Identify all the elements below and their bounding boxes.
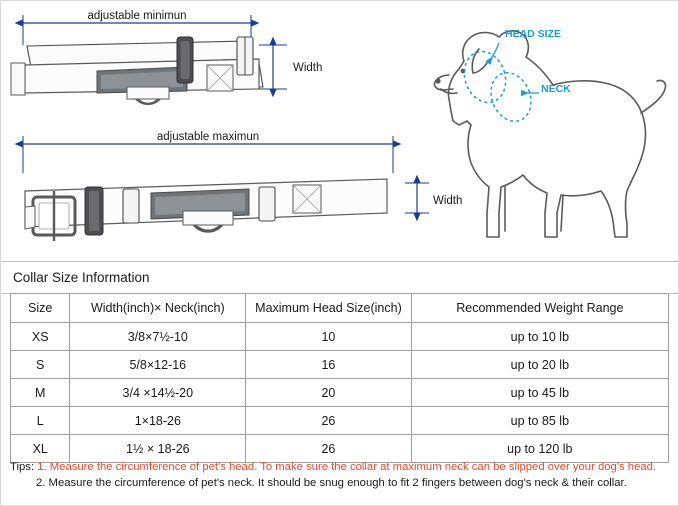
- cell-width-neck: 1½ × 18-26: [70, 435, 246, 463]
- head-size-loop: [458, 46, 512, 108]
- cell-width-neck: 3/4 ×14½-20: [70, 379, 246, 407]
- header-size: Size: [11, 294, 70, 323]
- cell-size: L: [11, 407, 70, 435]
- cell-size: S: [11, 351, 70, 379]
- cell-size: XL: [11, 435, 70, 463]
- cell-weight: up to 10 lb: [411, 323, 668, 351]
- cell-size: XS: [11, 323, 70, 351]
- adjustable-minimum-label: adjustable minimun: [87, 10, 187, 22]
- cell-weight: up to 45 lb: [411, 379, 668, 407]
- width-label-bottom: Width: [433, 195, 463, 207]
- width-dimension-bottom: [405, 183, 429, 213]
- tips-line-1: 1. Measure the circumference of pet's head. To make sure the collar at maximum neck can be slipped over your dog's head.: [37, 461, 657, 473]
- cell-width-neck: 1×18-26: [70, 407, 246, 435]
- collar-size-table-area: [1, 261, 678, 505]
- collar-illustration: [1, 1, 678, 261]
- size-table: [10, 293, 669, 463]
- table-row: [11, 407, 669, 435]
- head-size-label: HEAD SIZE: [505, 28, 562, 40]
- tips-block: [10, 459, 672, 491]
- cell-size: M: [11, 379, 70, 407]
- cell-max-head: 10: [246, 323, 412, 351]
- cell-max-head: 26: [246, 407, 412, 435]
- cell-weight: up to 120 lb: [411, 435, 668, 463]
- width-label-top: Width: [293, 62, 323, 74]
- cell-weight: up to 85 lb: [411, 407, 668, 435]
- header-width-neck: Width(inch)× Neck(inch): [70, 294, 246, 323]
- neck-loop: [484, 67, 538, 128]
- neck-label: NECK: [541, 83, 571, 95]
- adjustable-maximum-label: adjustable maximun: [156, 131, 260, 143]
- dog-illustration: [434, 31, 665, 237]
- table-header-row: [11, 294, 669, 323]
- table-row: [11, 379, 669, 407]
- cell-max-head: 20: [246, 379, 412, 407]
- tips-label: Tips:: [10, 461, 35, 473]
- cell-weight: up to 20 lb: [411, 351, 668, 379]
- table-title: [1, 262, 678, 293]
- table-row: [11, 351, 669, 379]
- table-title-text: Collar Size Information: [13, 270, 150, 285]
- cell-width-neck: 5/8×12-16: [70, 351, 246, 379]
- cell-max-head: 26: [246, 435, 412, 463]
- width-dimension-top: [259, 45, 287, 89]
- header-max-head-size: Maximum Head Size(inch): [246, 294, 412, 323]
- header-weight-range: Recommended Weight Range: [411, 294, 668, 323]
- cell-max-head: 16: [246, 351, 412, 379]
- cell-width-neck: 3/8×7½-10: [70, 323, 246, 351]
- tips-line-2: 2. Measure the circumference of pet's neck. It should be snug enough to fit 2 fingers between dog's neck & their collar.: [36, 477, 627, 489]
- table-row: [11, 323, 669, 351]
